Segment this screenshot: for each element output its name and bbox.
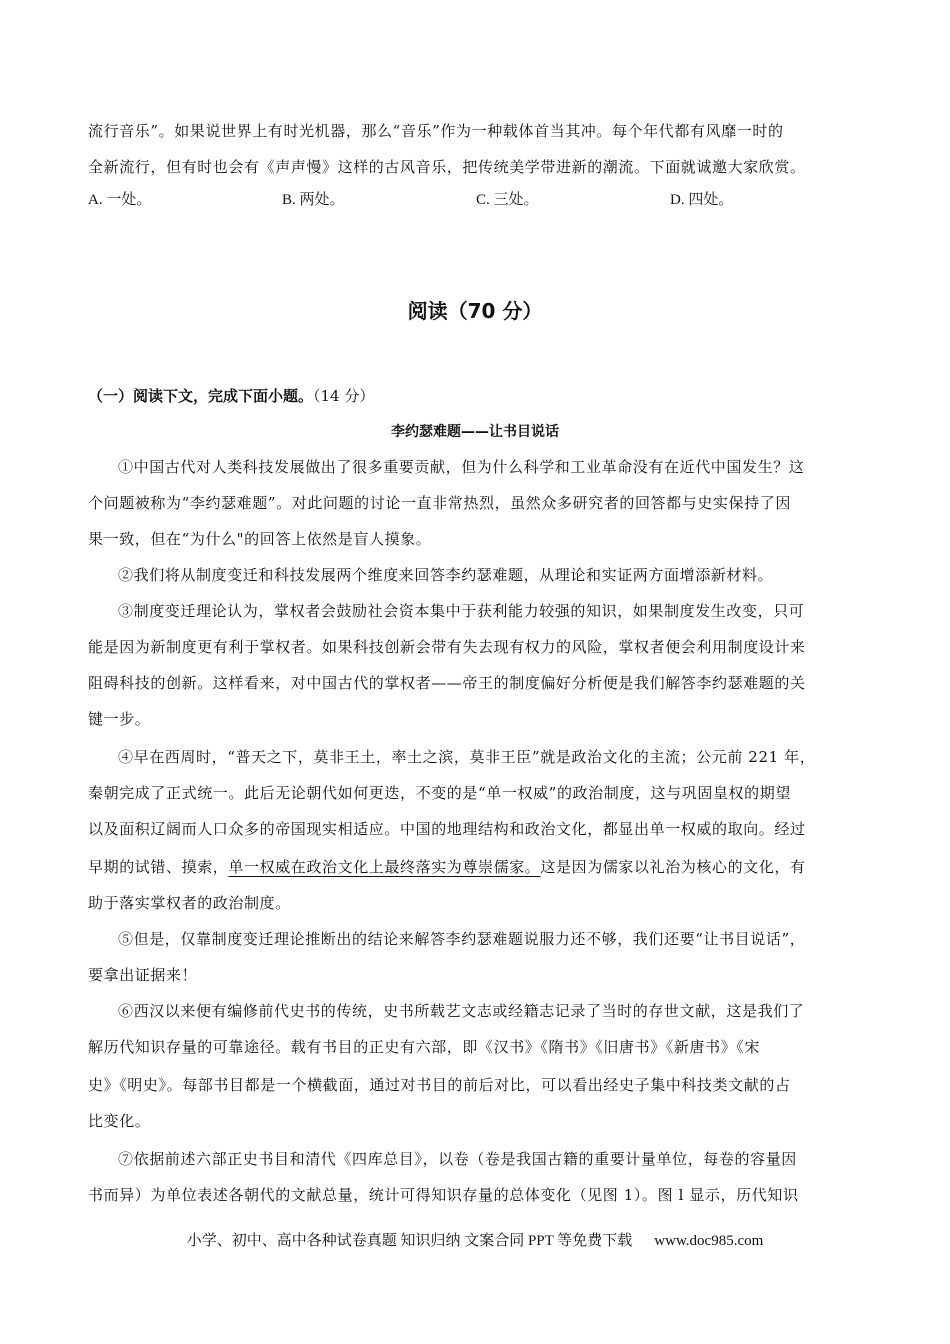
- paragraph-line: 助于落实掌权者的政治制度。: [88, 894, 291, 912]
- paragraph-line: 要拿出证据来！: [88, 966, 198, 984]
- footer-text: 小学、初中、高中各种试卷真题 知识归纳 文案合同 PPT 等免费下载: [186, 1233, 633, 1249]
- page-footer: [0, 1231, 950, 1251]
- paragraph-line: 书而异）为单位表述各朝代的文献总量，统计可得知识存量的总体变化（见图 1）。图 l 显示，历代知识: [88, 1186, 799, 1204]
- paragraph-line: ⑦依据前述六部正史书目和清代《四库总目》，以卷（卷是我国古籍的重要计量单位，每卷的容量因: [118, 1150, 797, 1168]
- footer-site-link[interactable]: www.doc985.com: [654, 1233, 764, 1249]
- option-d: D. 四处。: [670, 192, 734, 208]
- option-c: C. 三处。: [476, 192, 539, 208]
- paragraph-line: ⑤但是，仅靠制度变迁理论推断出的结论来解答李约瑟难题说服力还不够，我们还要“让书目说话”，: [118, 930, 806, 948]
- question-heading-label: （一）阅读下文，完成下面小题。: [88, 387, 314, 405]
- prev-question-line: 流行音乐”。如果说世界上有时光机器，那么“音乐”作为一种载体首当其冲。每个年代都有风靡一时的: [88, 122, 784, 140]
- paragraph-line: [88, 857, 864, 877]
- paragraph-line: 个问题被称为“李约瑟难题”。对此问题的讨论一直非常热烈，虽然众多研究者的回答都与史实保持了因: [88, 494, 791, 512]
- paragraph-line: 比变化。: [88, 1112, 151, 1130]
- option-a: A. 一处。: [88, 192, 152, 208]
- section-title: 阅读（70 分）: [407, 299, 543, 323]
- paragraph-line: ③制度变迁理论认为，掌权者会鼓励社会资本集中于获利能力较强的知识，如果制度发生改变，只可: [118, 602, 805, 620]
- underlined-sentence: 单一权威在政治文化上最终落实为尊崇儒家。: [228, 858, 541, 876]
- paragraph-line: 键一步。: [88, 710, 151, 728]
- paragraph-line: 果一致，但在“为什么"的回答上依然是盲人摸象。: [88, 530, 432, 548]
- paragraph-line: ⑥西汉以来便有编修前代史书的传统，史书所载艺文志或经籍志记录了当时的存世文献，这是我们了: [118, 1002, 805, 1020]
- question-heading-score: （14 分）: [313, 387, 375, 405]
- paragraph-line: ②我们将从制度变迁和科技发展两个维度来回答李约瑟难题，从理论和实证两方面增添新材料。: [118, 566, 774, 584]
- paragraph-line: 能是因为新制度更有利于掌权者。如果科技创新会带有失去现有权力的风险，掌权者便会利用制度设计来: [88, 638, 806, 656]
- paragraph-line: ④早在西周时，“普天之下，莫非王土，率土之滨，莫非王臣”就是政治文化的主流；公元前 221 年，: [118, 748, 816, 766]
- option-b: B. 两处。: [282, 192, 345, 208]
- paragraph-line: 以及面积辽阔而人口众多的帝国现实相适应。中国的地理结构和政治文化，都显出单一权威的取向。经过: [88, 820, 806, 838]
- prev-question-line: 全新流行，但有时也会有《声声慢》这样的古风音乐，把传统美学带进新的潮流。下面就诚邀大家欣赏。: [88, 158, 806, 176]
- paragraph-line: 史》《明史》。每部书目都是一个横截面，通过对书目的前后对比，可以看出经史子集中科技类文献的占: [88, 1076, 791, 1094]
- question-heading: [88, 386, 374, 406]
- paragraph-line: 解历代知识存量的可靠途径。载有书目的正史有六部，即《汉书》《隋书》《旧唐书》《新唐书》《宋: [88, 1038, 761, 1056]
- paragraph-text: 早期的试错、摸索，: [88, 858, 229, 876]
- article-title: 李约瑟难题——让书目说话: [391, 424, 559, 440]
- paragraph-text: 这是因为儒家以礼治为核心的文化，有: [540, 858, 806, 876]
- paragraph-line: ①中国古代对人类科技发展做出了很多重要贡献，但为什么科学和工业革命没有在近代中国发生？这: [118, 458, 805, 476]
- paragraph-line: 阻碍科技的创新。这样看来，对中国古代的掌权者——帝王的制度偏好分析便是我们解答李约瑟难题的关: [88, 674, 806, 692]
- paragraph-line: 秦朝完成了正式统一。此后无论朝代如何更迭，不变的是“单一权威”的政治制度，这与巩固皇权的期望: [88, 784, 791, 802]
